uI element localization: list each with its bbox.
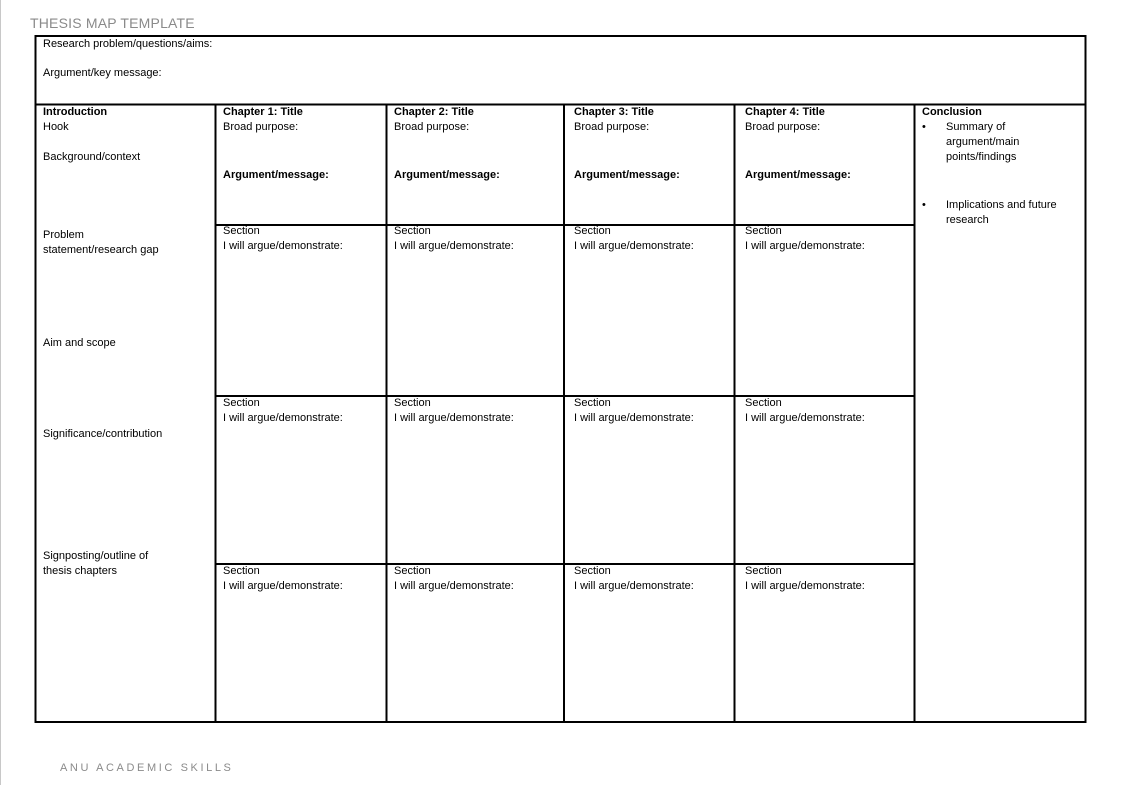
section-label: Section xyxy=(745,397,782,409)
section-argue-label: I will argue/demonstrate: xyxy=(745,412,865,424)
conclusion-item xyxy=(922,198,1072,232)
chapter-3-title: Chapter 3: Title xyxy=(574,106,654,118)
conclusion-heading: Conclusion xyxy=(922,106,982,118)
argument-key-message-label: Argument/key message: xyxy=(43,67,162,79)
section-argue-label: I will argue/demonstrate: xyxy=(223,580,343,592)
signposting-label-line2: thesis chapters xyxy=(43,565,117,577)
section-argue-label: I will argue/demonstrate: xyxy=(223,240,343,252)
chapter-2-argument: Argument/message: xyxy=(394,169,500,181)
conclusion-item-text: Summary of argument/main points/findings xyxy=(946,121,1020,163)
conclusion-item xyxy=(922,120,1072,170)
hook-label: Hook xyxy=(43,121,69,133)
conclusion-item-text: Implications and future research xyxy=(946,199,1057,226)
chapter-2-title: Chapter 2: Title xyxy=(394,106,474,118)
chapter-1-purpose: Broad purpose: xyxy=(223,121,299,133)
chapter-3-purpose: Broad purpose: xyxy=(574,121,650,133)
chapter-4-title: Chapter 4: Title xyxy=(745,106,825,118)
document-title: THESIS MAP TEMPLATE xyxy=(30,15,195,31)
chapter-4-argument: Argument/message: xyxy=(745,169,851,181)
bullet-icon: • xyxy=(922,199,926,211)
section-label: Section xyxy=(574,225,611,237)
section-argue-label: I will argue/demonstrate: xyxy=(394,580,514,592)
aim-scope-label: Aim and scope xyxy=(43,337,116,349)
significance-label: Significance/contribution xyxy=(43,428,163,440)
section-argue-label: I will argue/demonstrate: xyxy=(745,240,865,252)
problem-statement-label-line1: Problem xyxy=(43,229,84,241)
section-argue-label: I will argue/demonstrate: xyxy=(574,580,694,592)
background-context-label: Background/context xyxy=(43,151,141,163)
chapter-1-title: Chapter 1: Title xyxy=(223,106,303,118)
document-footer: ANU ACADEMIC SKILLS xyxy=(60,762,234,774)
signposting-label-line1: Signposting/outline of xyxy=(43,550,149,562)
bullet-icon: • xyxy=(922,121,926,133)
section-argue-label: I will argue/demonstrate: xyxy=(574,240,694,252)
research-problem-label: Research problem/questions/aims: xyxy=(43,38,213,50)
section-label: Section xyxy=(223,397,260,409)
problem-statement-label-line2: statement/research gap xyxy=(43,244,159,256)
section-argue-label: I will argue/demonstrate: xyxy=(394,412,514,424)
chapter-4-purpose: Broad purpose: xyxy=(745,121,821,133)
section-label: Section xyxy=(223,225,260,237)
chapter-2-purpose: Broad purpose: xyxy=(394,121,470,133)
section-label: Section xyxy=(574,397,611,409)
section-label: Section xyxy=(394,565,431,577)
section-label: Section xyxy=(394,225,431,237)
introduction-heading: Introduction xyxy=(43,106,108,118)
section-label: Section xyxy=(574,565,611,577)
chapter-1-argument: Argument/message: xyxy=(223,169,329,181)
section-label: Section xyxy=(223,565,260,577)
section-argue-label: I will argue/demonstrate: xyxy=(223,412,343,424)
section-label: Section xyxy=(394,397,431,409)
section-label: Section xyxy=(745,225,782,237)
section-argue-label: I will argue/demonstrate: xyxy=(394,240,514,252)
section-argue-label: I will argue/demonstrate: xyxy=(745,580,865,592)
section-label: Section xyxy=(745,565,782,577)
chapter-3-argument: Argument/message: xyxy=(574,169,680,181)
section-argue-label: I will argue/demonstrate: xyxy=(574,412,694,424)
